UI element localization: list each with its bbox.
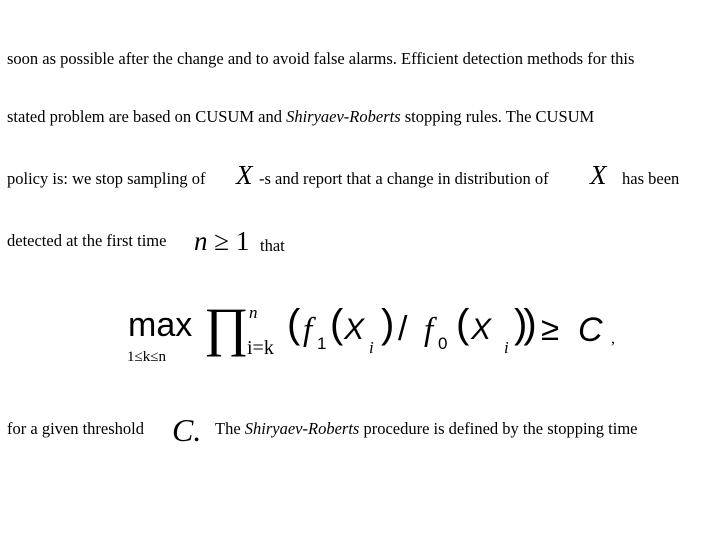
text-line-5b xyxy=(215,419,637,439)
text-span: stopping rules. The CUSUM xyxy=(400,107,595,126)
formula-x2: X xyxy=(471,313,492,346)
formula-x2-subscript: i xyxy=(504,338,509,357)
math-variable-x: X xyxy=(590,160,607,190)
math-geq-one: ≥ 1 xyxy=(214,226,250,256)
formula-geq: ≥ xyxy=(541,310,560,347)
text-line-2 xyxy=(7,107,594,127)
formula-max: max xyxy=(128,306,193,344)
text-line-3a: policy is: we stop sampling of xyxy=(7,169,206,188)
formula-paren: ( xyxy=(456,302,470,346)
formula-slash: / xyxy=(398,310,408,348)
text-line-3b: -s and report that a change in distribution of xyxy=(259,169,549,188)
text-line-4b: that xyxy=(260,236,285,255)
formula-paren: ( xyxy=(330,302,344,346)
math-inequality xyxy=(194,226,249,257)
formula-x1-subscript: i xyxy=(369,338,374,357)
italic-term: Shiryaev-Roberts xyxy=(286,107,401,126)
formula-product-lower: i=k xyxy=(247,337,274,359)
math-threshold-c: C. xyxy=(172,412,202,448)
formula-comma: , xyxy=(611,330,615,347)
formula-f0-subscript: 0 xyxy=(438,334,448,353)
formula-paren: ( xyxy=(287,302,301,346)
text-span: procedure is defined by the stopping time xyxy=(359,419,638,438)
formula-product-upper: n xyxy=(249,303,258,322)
formula-max-range: 1≤k≤n xyxy=(127,349,166,365)
math-n: n xyxy=(194,226,208,256)
formula-f0: f xyxy=(424,312,434,348)
text-span: The xyxy=(215,419,245,438)
text-line-1: soon as possible after the change and to avoid false alarms. Efficient detection methods for this xyxy=(7,49,635,68)
math-variable-x: X xyxy=(236,160,253,190)
formula-paren: )) xyxy=(514,302,533,346)
formula-f1-subscript: 1 xyxy=(317,334,327,353)
formula-x1: X xyxy=(344,313,365,346)
text-line-5a: for a given threshold xyxy=(7,419,145,438)
formula-product-symbol: ∏ xyxy=(204,297,249,357)
formula-f1: f xyxy=(303,312,313,348)
formula-paren: ) xyxy=(381,302,395,346)
italic-term: Shiryaev-Roberts xyxy=(244,419,360,438)
text-line-3c: has been xyxy=(622,169,680,188)
formula-threshold-c: C xyxy=(578,311,603,349)
text-line-4a: detected at the first time xyxy=(7,231,167,250)
text-span: stated problem are based on CUSUM and xyxy=(7,107,287,126)
